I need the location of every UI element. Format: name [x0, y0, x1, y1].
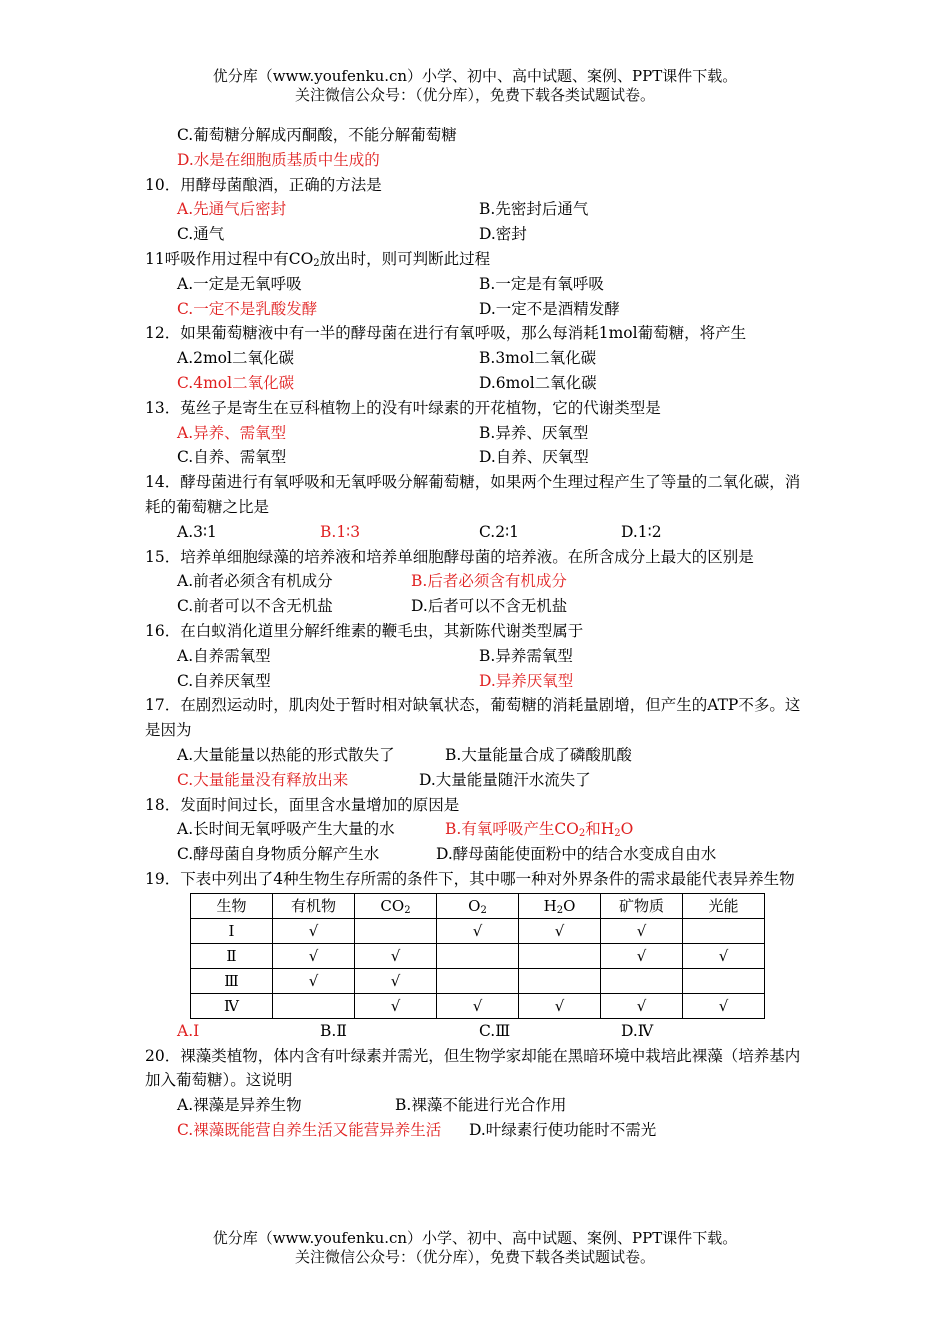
page-footer — [0, 1229, 950, 1267]
q13-option-d: D.自养、厌氧型 — [479, 448, 589, 467]
q14-option-a: A.3∶1 — [177, 522, 217, 541]
q15-option-c: C.前者可以不含无机盐 — [177, 597, 333, 616]
header-cell: 光能 — [683, 893, 765, 918]
q16-option-a: A.自养需氧型 — [177, 646, 271, 665]
q15-option-a: A.前者必须含有机成分 — [177, 572, 333, 591]
question-list — [145, 123, 810, 1143]
footer-line-1: 优分库（www.youfenku.cn）小学、初中、高中试题、案例、PPT课件下载。 — [212, 1229, 738, 1247]
table-cell — [519, 968, 601, 993]
page-header — [0, 67, 950, 105]
q18-option-b-answer — [445, 817, 633, 842]
table-cell: Ⅲ — [191, 968, 273, 993]
q20-option-b: B.裸藻不能进行光合作用 — [395, 1096, 567, 1115]
q11-options-row-1 — [145, 272, 810, 297]
table-cell — [355, 918, 437, 943]
table-row — [191, 993, 765, 1018]
header-cell: $H_2O$ — [519, 893, 601, 918]
table-cell: √ — [519, 918, 601, 943]
q16-stem: 16．在白蚁消化道里分解纤维素的鞭毛虫，其新陈代谢类型属于 — [145, 621, 584, 640]
q12-option-c-answer: C.4mol二氧化碳 — [177, 373, 295, 392]
table-cell: √ — [601, 943, 683, 968]
header-line-1: 优分库（www.youfenku.cn）小学、初中、高中试题、案例、PPT课件下载。 — [212, 67, 738, 85]
q18-option-a: A.长时间无氧呼吸产生大量的水 — [177, 820, 395, 839]
q13-option-a-answer: A.异养、需氧型 — [177, 423, 287, 442]
q13-option-c: C.自养、需氧型 — [177, 448, 287, 467]
table-cell: √ — [519, 993, 601, 1018]
table-cell — [683, 918, 765, 943]
table-cell — [601, 968, 683, 993]
q12-options-row-2 — [145, 371, 810, 396]
table-cell: √ — [273, 918, 355, 943]
q14-option-c: C.2∶1 — [479, 522, 519, 541]
q15-option-b-answer: B.后者必须含有机成分 — [411, 572, 567, 591]
q11-option-c-answer: C.一定不是乳酸发酵 — [177, 299, 318, 318]
table-cell: √ — [437, 993, 519, 1018]
q13-stem: 13．菟丝子是寄生在豆科植物上的没有叶绿素的开花植物，它的代谢类型是 — [145, 398, 661, 417]
q17-option-b: B.大量能量合成了磷酸肌酸 — [445, 745, 632, 764]
header-line-2: 关注微信公众号：（优分库），免费下载各类试题试卷。 — [294, 86, 655, 104]
table-row — [191, 918, 765, 943]
q10-option-b: B.先密封后通气 — [479, 200, 589, 219]
table-header-row — [191, 893, 765, 918]
table-cell: √ — [601, 993, 683, 1018]
table-row — [191, 943, 765, 968]
q12-option-b: B.3mol二氧化碳 — [479, 349, 597, 368]
q10-stem: 10．用酵母菌酿酒，正确的方法是 — [145, 175, 382, 194]
q14-stem: 14．酵母菌进行有氧呼吸和无氧呼吸分解葡萄糖，如果两个生理过程产生了等量的二氧化碳，消耗的葡萄糖之比是 — [145, 473, 801, 516]
q10-options-row-1 — [145, 197, 810, 222]
table-cell: √ — [683, 993, 765, 1018]
q20-stem: 20．裸藻类植物，体内含有叶绿素并需光，但生物学家却能在黑暗环境中栽培此裸藻（培养基内加入葡萄糖）。这说明 — [145, 1046, 801, 1090]
header-cell: $CO_2$ — [355, 893, 437, 918]
table-cell: √ — [601, 918, 683, 943]
footer-line-2: 关注微信公众号：（优分库），免费下载各类试题试卷。 — [294, 1248, 655, 1266]
table-cell: √ — [437, 918, 519, 943]
q19-option-d: D.Ⅳ — [621, 1021, 654, 1040]
q19-conditions-table — [190, 893, 765, 1019]
q9-option-d-answer: D.水是在细胞质基质中生成的 — [177, 150, 380, 169]
q20-options-row-2 — [145, 1118, 810, 1143]
q19-option-b: B.Ⅱ — [320, 1021, 347, 1040]
q11-stem-pre: 11呼吸作用过程中有CO — [145, 249, 314, 268]
q14-option-d: D.1∶2 — [621, 522, 662, 541]
q12-stem: 12．如果葡萄糖液中有一半的酵母菌在进行有氧呼吸，那么每消耗1mol葡萄糖，将产生 — [145, 324, 747, 343]
header-cell: 矿物质 — [601, 893, 683, 918]
header-cell: $O_2$ — [437, 893, 519, 918]
q20-option-c-answer: C.裸藻既能营自养生活又能营异养生活 — [177, 1120, 442, 1139]
q16-option-d-answer: D.异养厌氧型 — [479, 671, 574, 690]
table-cell: Ⅰ — [191, 918, 273, 943]
q18-stem: 18．发面时间过长，面里含水量增加的原因是 — [145, 795, 460, 814]
q18-b-pre: B.有氧呼吸产生CO — [445, 820, 579, 839]
table-cell: √ — [355, 943, 437, 968]
q10-option-a-answer: A.先通气后密封 — [177, 200, 287, 219]
q15-stem: 15．培养单细胞绿藻的培养液和培养单细胞酵母菌的培养液。在所含成分上最大的区别是 — [145, 547, 754, 566]
q10-option-c: C.通气 — [177, 225, 225, 244]
q18-b-mid: 和H — [585, 820, 615, 839]
q11-option-d: D.一定不是酒精发酵 — [479, 299, 620, 318]
q18-b-post: O — [620, 820, 634, 839]
q16-option-c: C.自养厌氧型 — [177, 671, 271, 690]
q16-option-b: B.异养需氧型 — [479, 646, 573, 665]
q12-option-a: A.2mol二氧化碳 — [177, 349, 294, 368]
table-cell: √ — [683, 943, 765, 968]
q18-options-row-2 — [145, 842, 810, 867]
q20-option-a: A.裸藻是异养生物 — [177, 1096, 302, 1115]
table-cell: Ⅳ — [191, 993, 273, 1018]
table-cell — [437, 968, 519, 993]
q11-stem — [145, 247, 810, 272]
q18-b-sub2: 2 — [614, 828, 621, 840]
table-row — [191, 968, 765, 993]
q14-option-b-answer: B.1∶3 — [320, 522, 361, 541]
q13-options-row-1 — [145, 421, 810, 446]
table-cell: √ — [273, 968, 355, 993]
q18-b-sub1: 2 — [578, 828, 586, 840]
q16-options-row-2 — [145, 669, 810, 694]
q15-options-row-1 — [145, 569, 810, 594]
q14-options-row — [145, 520, 810, 545]
table-cell: √ — [355, 968, 437, 993]
table-cell — [683, 968, 765, 993]
q11-option-a: A.一定是无氧呼吸 — [177, 274, 302, 293]
q11-option-b: B.一定是有氧呼吸 — [479, 274, 604, 293]
table-cell: √ — [273, 943, 355, 968]
header-cell: 有机物 — [273, 893, 355, 918]
q18-options-row-1 — [145, 817, 810, 842]
q17-stem: 17．在剧烈运动时，肌肉处于暂时相对缺氧状态，葡萄糖的消耗量剧增，但产生的ATP不多。这是因为 — [145, 696, 801, 740]
q17-options-row-2 — [145, 768, 810, 793]
q19-option-c: C.Ⅲ — [479, 1021, 511, 1040]
q13-options-row-2 — [145, 445, 810, 470]
q12-option-d: D.6mol二氧化碳 — [479, 373, 597, 392]
table-cell — [273, 993, 355, 1018]
q18-option-c: C.酵母菌自身物质分解产生水 — [177, 845, 380, 864]
q11-options-row-2 — [145, 297, 810, 322]
q15-option-d: D.后者可以不含无机盐 — [411, 597, 568, 616]
table-cell — [437, 943, 519, 968]
q16-options-row-1 — [145, 644, 810, 669]
q10-option-d: D.密封 — [479, 225, 527, 244]
q11-stem-post: 放出时，则可判断此过程 — [319, 249, 491, 268]
q17-options-row-1 — [145, 743, 810, 768]
q19-stem: 19．下表中列出了4种生物生存所需的条件下，其中哪一种对外界条件的需求最能代表异养生物 — [145, 869, 795, 888]
table-cell: √ — [355, 993, 437, 1018]
q17-option-c-answer: C.大量能量没有释放出来 — [177, 770, 349, 789]
header-cell: 生物 — [191, 893, 273, 918]
q20-option-d: D.叶绿素行使功能时不需光 — [469, 1120, 657, 1139]
q13-option-b: B.异养、厌氧型 — [479, 423, 589, 442]
q15-options-row-2 — [145, 594, 810, 619]
table-cell: Ⅱ — [191, 943, 273, 968]
q9-option-c: C.葡萄糖分解成丙酮酸，不能分解葡萄糖 — [177, 126, 457, 144]
q11-stem-sub: 2 — [313, 257, 320, 269]
table-cell — [519, 943, 601, 968]
q17-option-a: A.大量能量以热能的形式散失了 — [177, 745, 395, 764]
q18-option-d: D.酵母菌能使面粉中的结合水变成自由水 — [436, 845, 717, 864]
q19-option-a-answer: A.Ⅰ — [177, 1021, 200, 1040]
q20-options-row-1 — [145, 1093, 810, 1118]
q10-options-row-2 — [145, 222, 810, 247]
q17-option-d: D.大量能量随汗水流失了 — [419, 770, 591, 789]
q19-options-row — [145, 1019, 810, 1044]
q12-options-row-1 — [145, 346, 810, 371]
